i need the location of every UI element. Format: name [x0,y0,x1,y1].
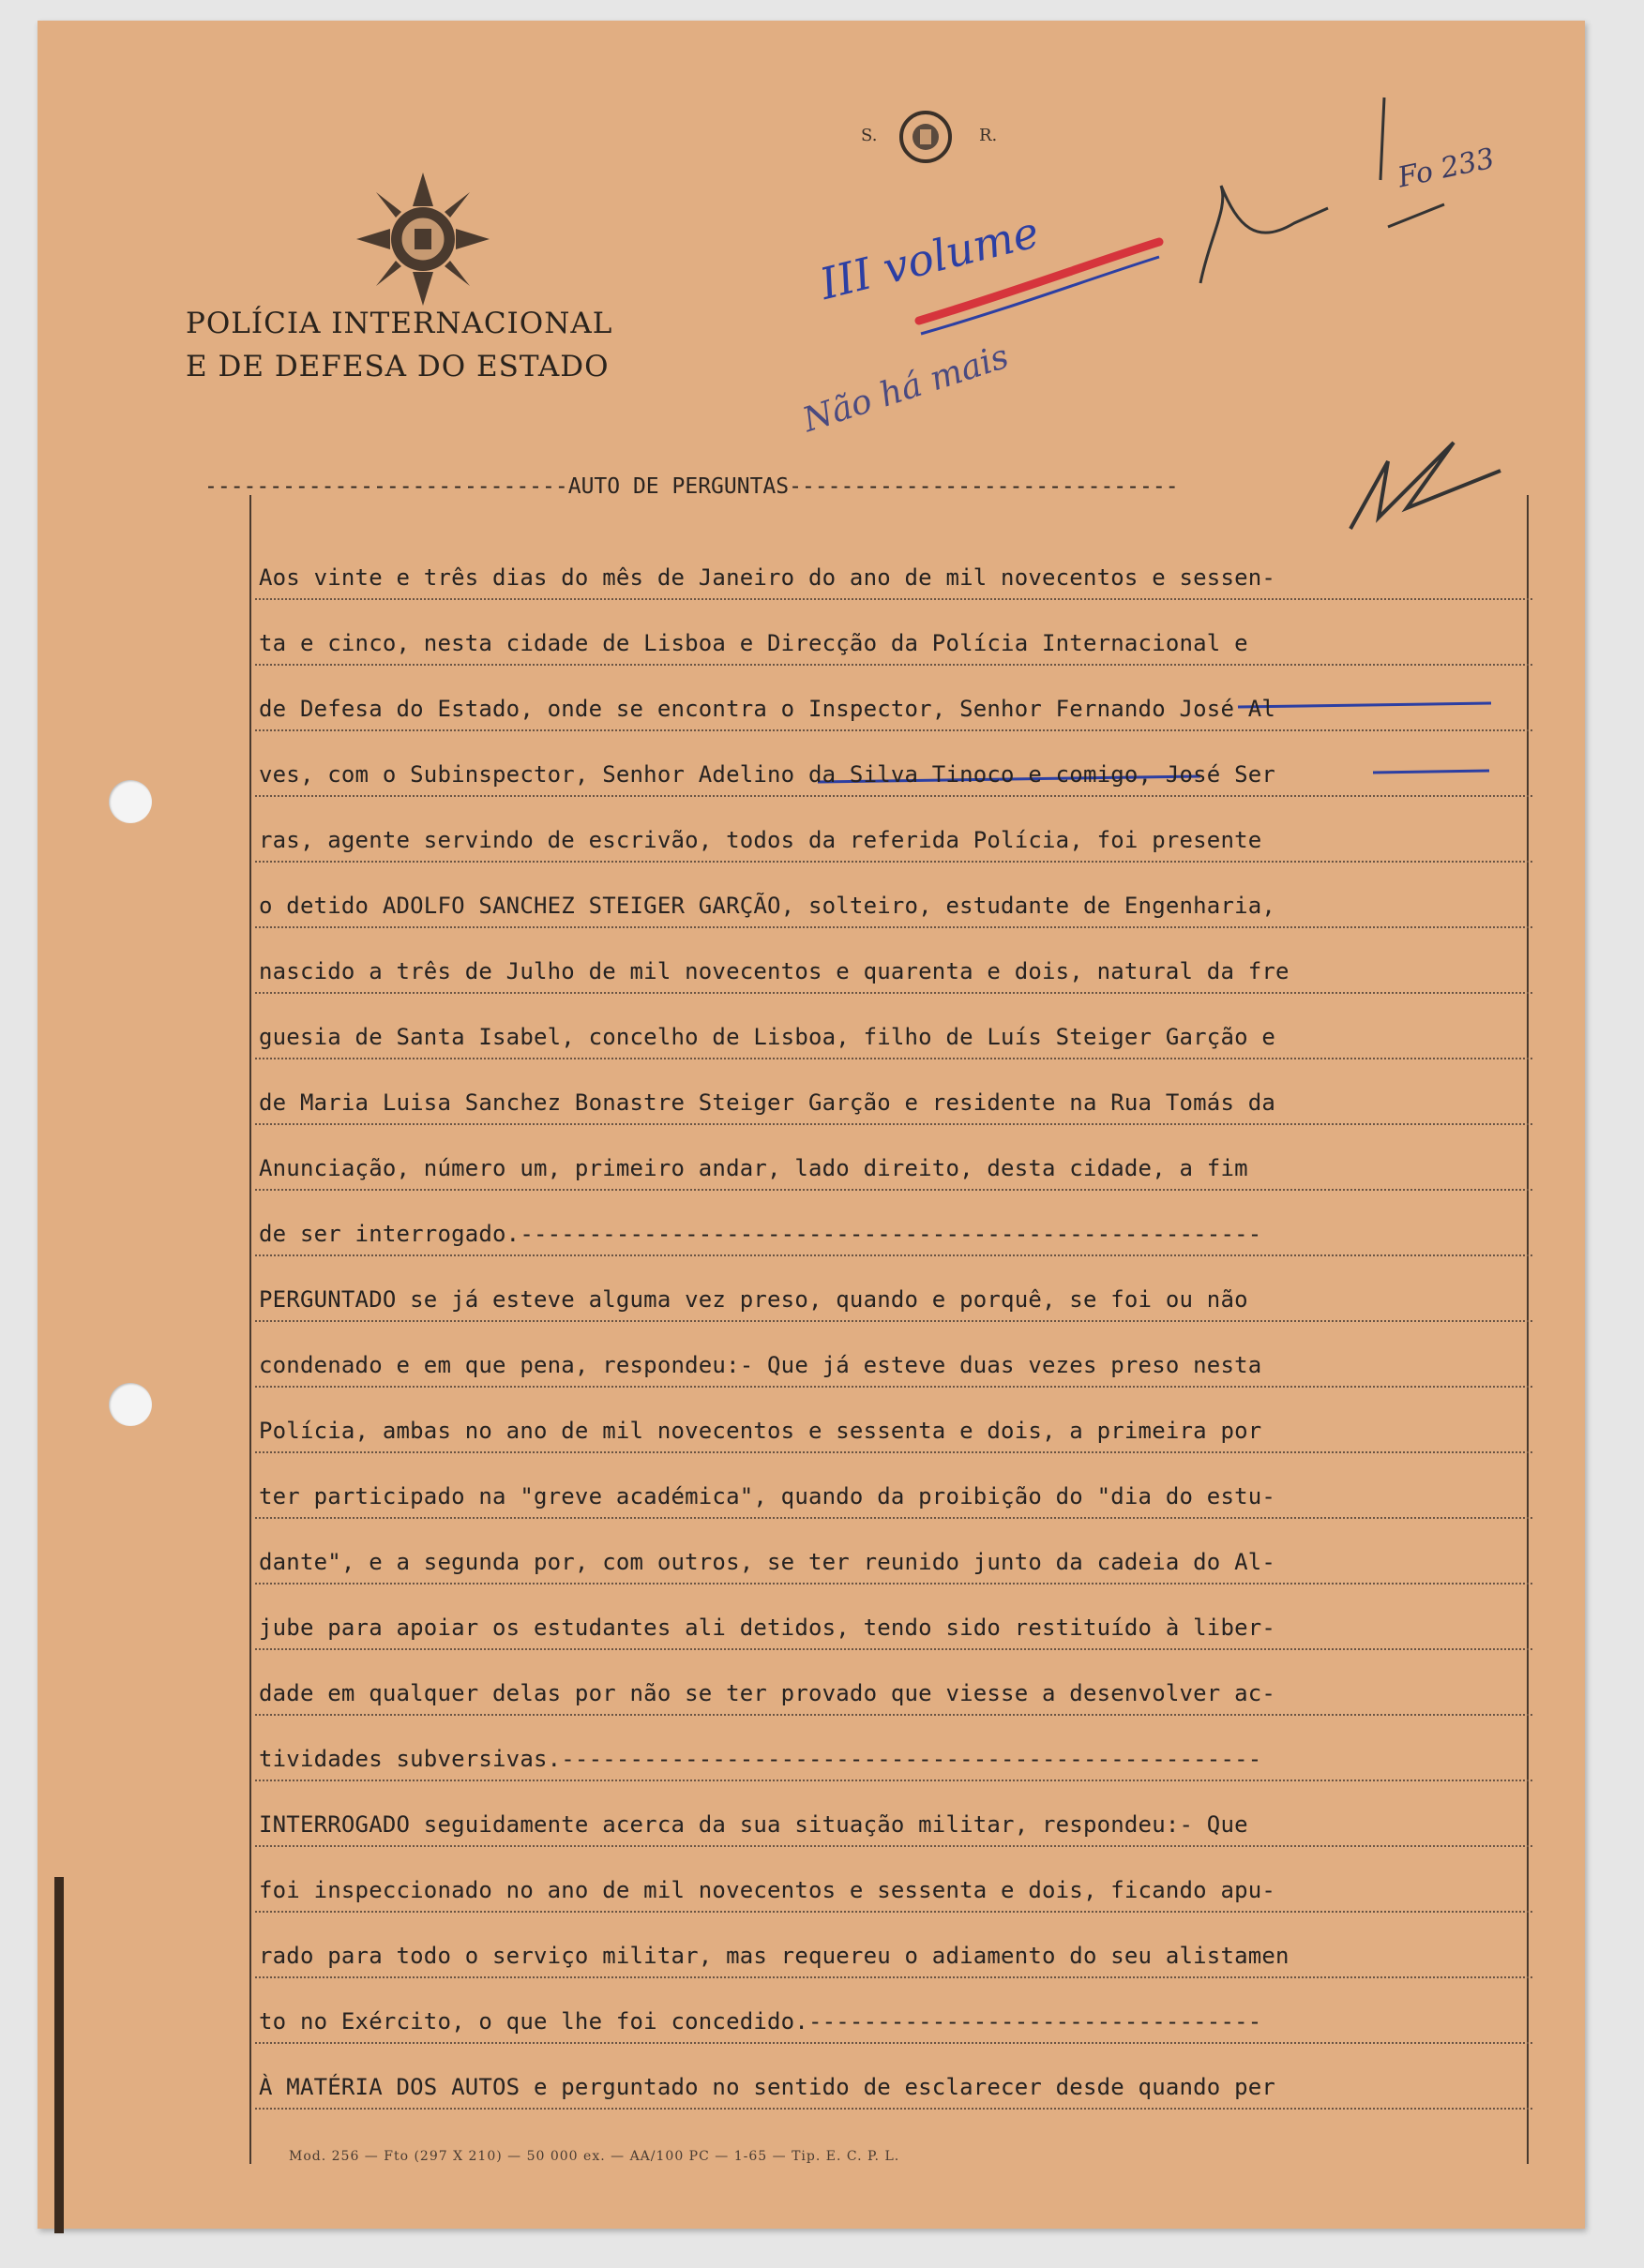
body-line-8: guesia de Santa Isabel, concelho de Lisboa, filho de Luís Steiger Garção e [255,994,1532,1059]
body-line-21: foi inspeccionado no ano de mil novecentos e sessenta e dois, ficando apu- [255,1847,1532,1913]
document-body [255,534,1532,2110]
punch-hole-bottom [109,1383,152,1426]
body-line-24: À MATÉRIA DOS AUTOS e perguntado no sentido de esclarecer desde quando per [255,2044,1532,2110]
body-line-23: to no Exército, o que lhe foi concedido.--------------------------------- [255,1978,1532,2044]
body-line-14: Polícia, ambas no ano de mil novecentos e sessenta e dois, a primeira por [255,1388,1532,1453]
document-title: ----------------------------AUTO DE PERGUNTAS------------------------------ [204,474,1179,499]
national-seal-icon [896,107,956,167]
sr-left-label: S. [861,126,878,145]
body-line-7: nascido a três de Julho de mil novecentos e quarenta e dois, natural da fre [255,928,1532,994]
handwritten-volume: III volume [815,206,1044,309]
body-line-17: jube para apoiar os estudantes ali detidos, tendo sido restituído à liber- [255,1585,1532,1650]
body-line-3: de Defesa do Estado, onde se encontra o Inspector, Senhor Fernando José Al [255,666,1532,731]
body-line-1: Aos vinte e três dias do mês de Janeiro do ano de mil novecentos e sessen- [255,534,1532,600]
body-line-19: tividades subversivas.--------------------------------------------------- [255,1716,1532,1781]
body-line-18: dade em qualquer delas por não se ter provado que viesse a desenvolver ac- [255,1650,1532,1716]
body-line-4: ves, com o Subinspector, Senhor Adelino da Silva Tinoco e comigo, José Ser [255,731,1532,797]
body-line-20: INTERROGADO seguidamente acerca da sua situação militar, respondeu:- Que [255,1781,1532,1847]
body-line-10: Anunciação, número um, primeiro andar, lado direito, desta cidade, a fim [255,1125,1532,1191]
print-footer: Mod. 256 — Fto (297 X 210) — 50 000 ex. — AA/100 PC — 1-65 — Tip. E. C. P. L. [289,2149,900,2164]
body-line-11: de ser interrogado.------------------------------------------------------ [255,1191,1532,1256]
handwritten-note: Não há mais [798,337,1014,441]
signature-mark-upper [1200,186,1328,283]
sr-right-label: R. [979,126,998,145]
body-line-15: ter participado na "greve académica", quando da proibição do "dia do estu- [255,1453,1532,1519]
organization-name-line2: E DE DEFESA DO ESTADO [186,350,610,383]
organization-name-line1: POLÍCIA INTERNACIONAL [186,307,613,340]
body-line-9: de Maria Luisa Sanchez Bonastre Steiger Garção e residente na Rua Tomás da [255,1059,1532,1125]
body-line-12: PERGUNTADO se já esteve alguma vez preso, quando e porquê, se foi ou não [255,1256,1532,1322]
handwritten-ref: Fo 233 [1395,142,1498,195]
document-page [38,21,1585,2229]
body-line-5: ras, agente servindo de escrivão, todos da referida Polícia, foi presente [255,797,1532,863]
body-line-2: ta e cinco, nesta cidade de Lisboa e Direcção da Polícia Internacional e [255,600,1532,666]
punch-hole-top [109,780,152,823]
police-crest-icon [353,169,493,309]
page-edge-shadow [54,1877,64,2233]
body-line-22: rado para todo o serviço militar, mas requereu o adiamento do seu alistamen [255,1913,1532,1978]
body-line-16: dante", e a segunda por, com outros, se ter reunido junto da cadeia do Al- [255,1519,1532,1585]
body-line-13: condenado e em que pena, respondeu:- Que já esteve duas vezes preso nesta [255,1322,1532,1388]
body-line-6: o detido ADOLFO SANCHEZ STEIGER GARÇÃO, solteiro, estudante de Engenharia, [255,863,1532,928]
organization-name [186,302,612,388]
